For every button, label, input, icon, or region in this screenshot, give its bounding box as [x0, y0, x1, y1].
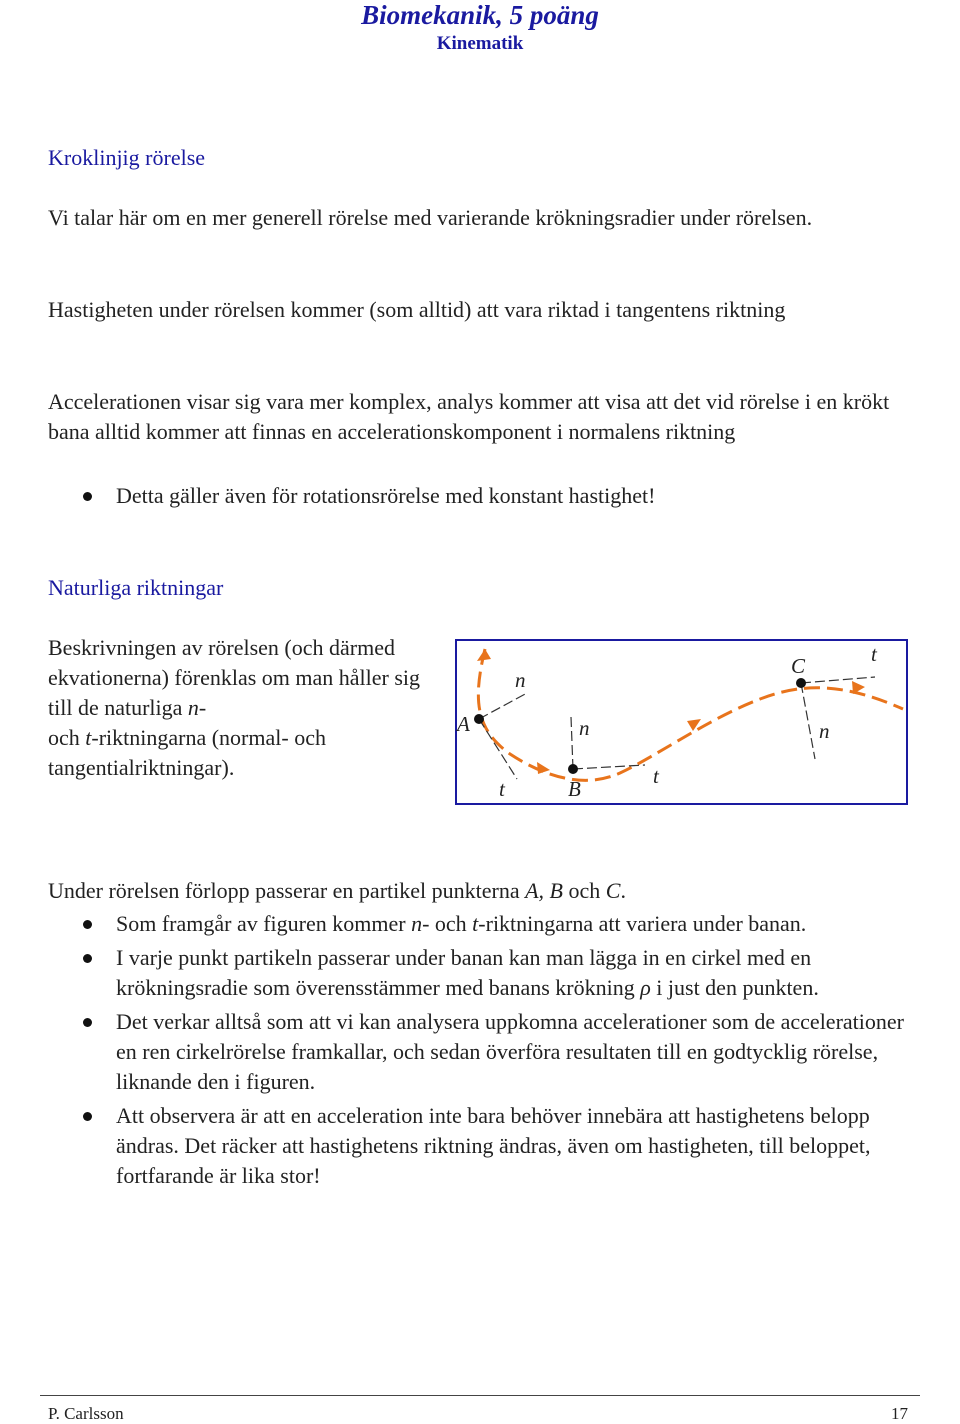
- var-t: t: [472, 911, 479, 936]
- figure-border: [456, 640, 907, 804]
- para-text: Under rörelsen förlopp passerar en partikel punkterna: [48, 878, 526, 903]
- label-n: n: [515, 668, 526, 692]
- bullet-dot-icon: [83, 1112, 92, 1121]
- bullet-text: Som framgår av figuren kommer: [116, 911, 412, 936]
- bullet-dot-icon: [83, 920, 92, 929]
- bullet-text: - och: [422, 911, 473, 936]
- bullet-text: I varje punkt partikeln passerar under banan kan man lägga in en cirkel med en krökningsradie som överensstämmer med banans krökning: [116, 945, 812, 1000]
- label-t: t: [653, 764, 659, 788]
- point-A: [474, 714, 484, 724]
- var-points: A, B: [525, 878, 563, 903]
- footer-page-number: 17: [891, 1404, 908, 1423]
- var-n: n: [187, 695, 199, 720]
- para-text: -: [198, 695, 207, 720]
- label-t: t: [499, 777, 505, 801]
- point-C: [796, 678, 806, 688]
- natural-directions-figure: [455, 639, 908, 805]
- header-title: Biomekanik, 5 poäng: [361, 0, 599, 30]
- bullet-text: Att observera är att en acceleration inte bara behöver innebära att hastighetens belopp ändras. Det räcker att hastighetens riktning ändras, även om hastigheten, till beloppet, fortfarande är lika stor!: [116, 1103, 871, 1188]
- footer-divider: [40, 1395, 920, 1396]
- para-text: och: [48, 725, 86, 750]
- para-text: .: [620, 878, 626, 903]
- paragraph-velocity: Hastigheten under rörelsen kommer (som alltid) att vara riktad i tangentens riktning: [48, 297, 786, 322]
- label-B: B: [568, 777, 581, 801]
- bullet-text: Detta gäller även för rotationsrörelse med konstant hastighet!: [116, 483, 656, 508]
- bullet-item: [83, 481, 913, 511]
- footer-author: P. Carlsson: [48, 1404, 124, 1423]
- bullet-list-2: [83, 909, 913, 1191]
- paragraph-acceleration: Accelerationen visar sig vara mer komplex, analys kommer att visa att det vid rörelse i en krökt bana alltid kommer att finnas en accelerationskomponent i normalens riktning: [48, 389, 890, 444]
- label-n: n: [819, 719, 830, 743]
- paragraph-naturliga: [48, 633, 433, 783]
- label-A: A: [457, 712, 470, 736]
- para-text: Beskrivningen av rörelsen (och därmed ekvationerna) förenklas om man håller sig till de naturliga: [48, 635, 421, 720]
- bullet-item: [83, 943, 913, 1003]
- header-subtitle: Kinematik: [436, 33, 524, 54]
- bullet-list-1: [83, 481, 913, 511]
- bullet-text: -riktningarna att variera under banan.: [478, 911, 807, 936]
- bullet-dot-icon: [83, 954, 92, 963]
- para-text: -riktningarna (normal- och tangentialriktningar).: [48, 725, 326, 780]
- bullet-item: [83, 1007, 913, 1097]
- label-C: C: [791, 654, 806, 678]
- section-heading-kroklinjig: Kroklinjig rörelse: [48, 145, 206, 170]
- bullet-text: i just den punkten.: [650, 975, 819, 1000]
- paragraph-passage: [48, 876, 908, 906]
- section-heading-naturliga: Naturliga riktningar: [48, 575, 224, 600]
- var-t: t: [85, 725, 92, 750]
- label-t: t: [871, 642, 877, 666]
- paragraph-intro: Vi talar här om en mer generell rörelse med varierande krökningsradier under rörelsen.: [48, 205, 813, 230]
- var-n: n: [411, 911, 423, 936]
- bullet-item: [83, 1101, 913, 1191]
- bullet-text: Det verkar alltså som att vi kan analysera uppkomna accelerationer som de accelerationer en ren cirkelrörelse framkallar, och sedan överföra resultaten till en godtycklig rörelse, liknande den i figuren.: [116, 1009, 904, 1094]
- para-text: och: [562, 878, 606, 903]
- bullet-item: [83, 909, 913, 939]
- rho-symbol: ρ: [640, 975, 651, 1000]
- var-c: C: [605, 878, 621, 903]
- bullet-dot-icon: [83, 1018, 92, 1027]
- bullet-dot-icon: [83, 492, 92, 501]
- point-B: [568, 764, 578, 774]
- label-n: n: [579, 716, 590, 740]
